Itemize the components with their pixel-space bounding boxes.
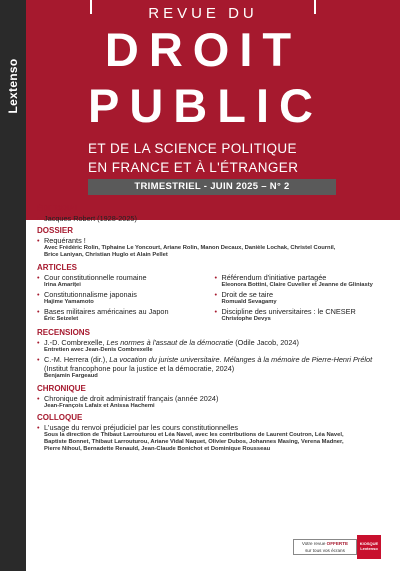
table-of-contents: [37, 204, 392, 455]
article-title: • Discipline des universitaires : le CNESER: [215, 307, 393, 316]
colloque-credits-2: Baptiste Bonnet, Thibaut Larrouturou, Ariane Vidal Naquet, Olivier Dubos, Johannes Masing, Verena Madner,: [44, 439, 344, 446]
badge-line-2: Lextenso: [360, 546, 378, 551]
colloque-credits-3: Pierre Nihoul, Bernadette Renauld, Jean-Claude Bonichot et Dominique Rousseau: [44, 446, 271, 453]
recension-2-title: La vocation du juriste universitaire. Mélanges à la mémoire de Pierre-Henri Prélot: [109, 355, 373, 365]
title-top: REVUE DU: [88, 5, 318, 22]
article-author: Hajime Yamamoto: [44, 299, 94, 306]
title-line-1: DROIT: [104, 23, 302, 76]
section-heading-articles: ARTICLES: [37, 262, 77, 272]
articles-left-column: [37, 273, 215, 325]
editorial-item: • Jacques Robert (1928-2025): [37, 214, 392, 223]
section-heading-chronique: CHRONIQUE: [37, 383, 86, 393]
section-heading-recensions: RECENSIONS: [37, 327, 90, 337]
chronique-item: • Chronique de droit administratif français (année 2024): [37, 394, 392, 403]
issue-bar: TRIMESTRIEL - JUIN 2025 – N° 2: [88, 179, 336, 195]
recension-2: [37, 355, 392, 373]
article-title: • Bases militaires américaines au Japon: [37, 307, 215, 316]
subtitle-line-2: EN FRANCE ET À L'ÉTRANGER: [88, 160, 299, 175]
promo-text-b: OFFERTE: [326, 541, 349, 546]
subtitle-line-1: ET DE LA SCIENCE POLITIQUE: [88, 141, 297, 156]
article-author: Romuald Sevagamy: [221, 299, 277, 306]
title-line-2: PUBLIC: [88, 79, 323, 132]
badge-line-1: KIOSQUE: [359, 541, 379, 546]
articles-right-column: [215, 273, 393, 325]
colloque-item: • L'usage du renvoi préjudiciel par les cours constitutionnelles: [37, 423, 392, 432]
section-heading-colloque: COLLOQUE: [37, 412, 83, 422]
recension-2-author: Benjamin Fargeaud: [44, 373, 98, 380]
article-title: • Constitutionnalisme japonais: [37, 290, 215, 299]
recension-1-suffix: (Odile Jacob, 2024): [233, 337, 299, 347]
promo-box: [293, 539, 357, 555]
publisher-sidebar: [0, 0, 26, 571]
recension-1-author: Entretien avec Jean-Denis Combrexelle: [44, 346, 153, 353]
kiosque-badge: [357, 535, 381, 559]
recension-1-prefix: J.-D. Combrexelle,: [44, 337, 107, 347]
article-author: Christophe Devys: [221, 316, 271, 323]
articles-columns: [37, 273, 392, 325]
promo-text-2: sur tous vos écrans: [305, 547, 345, 553]
recension-1-title: Les normes à l'assaut de la démocratie: [106, 337, 234, 347]
publisher-logo: Lextenso: [6, 58, 20, 114]
recension-2-suffix: (Institut francophone pour la justice et la démocratie, 2024): [44, 364, 235, 374]
section-heading-dossier: DOSSIER: [37, 226, 74, 236]
article-title: • Droit de se taire: [215, 290, 393, 299]
recension-2-prefix: C.-M. Herrera (dir.),: [44, 355, 110, 365]
article-author: Eleonora Bottini, Claire Cuvelier et Jeanne de Gliniasty: [221, 281, 373, 288]
article-title: • Référendum d'initiative partagée: [215, 273, 393, 282]
chronique-author: Jean-François Lafaix et Anissa Hachemi: [44, 402, 155, 409]
dossier-authors-2: Brice Laniyan, Christian Huglo et Alain Pellet: [44, 252, 168, 259]
article-author: Éric Seizelet: [44, 316, 79, 323]
colloque-credits-1: Sous la direction de Thibaut Larrouturou et Léa Navel, avec les contributions de Laurent Coutron, Léa Navel,: [44, 431, 344, 438]
article-title: • Cour constitutionnelle roumaine: [37, 273, 215, 282]
article-author: Irina Amariței: [44, 281, 81, 288]
recension-1: [37, 338, 392, 347]
promo-text-a: Votre revue: [301, 541, 327, 546]
dossier-item: • Requérants !: [37, 236, 392, 245]
section-heading-editorial: ÉDITORIAL: [37, 204, 80, 213]
dossier-authors-1: Avec Frédéric Rolin, Tiphaine Le Yoncourt, Ariane Rolin, Manon Decaux, Danièle Lochak, Christel Cournil,: [44, 245, 336, 252]
